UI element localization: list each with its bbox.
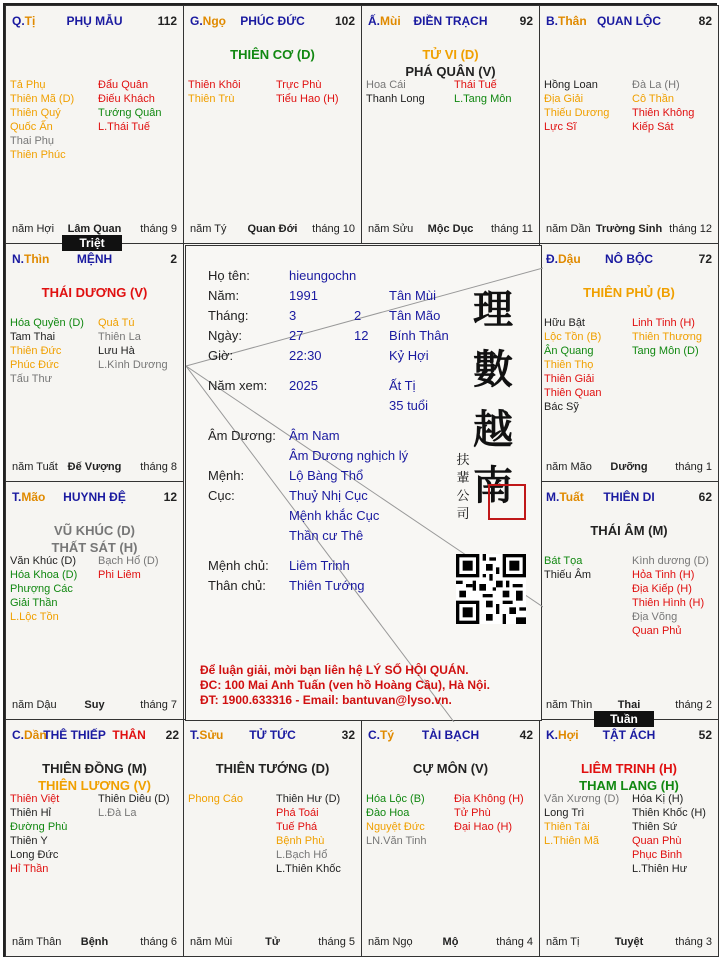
footer-year: năm Dần <box>546 223 591 235</box>
palace-footer <box>546 936 712 950</box>
minor-star: Bạch Hổ (D) <box>98 555 159 567</box>
minor-star: L.Thiên Khốc <box>276 863 341 875</box>
minor-star: Thái Tuế <box>454 79 497 91</box>
footer-stage: Lâm Quan <box>67 223 122 235</box>
label-am-duong: Âm Dương: <box>208 428 276 443</box>
palace-ngo[interactable] <box>183 5 362 244</box>
minor-star: Hoa Cái <box>366 79 406 91</box>
footer-stage: Mộ <box>442 936 459 948</box>
tuan-badge: Tuần <box>594 711 654 727</box>
footer-month: tháng 7 <box>140 699 177 711</box>
value-menh: Lộ Bàng Thổ <box>289 468 364 483</box>
minor-star: Đường Phù <box>10 821 68 833</box>
footer-stage: Đế Vượng <box>67 461 122 473</box>
minor-star: Văn Xương (D) <box>544 793 620 805</box>
palace-footer <box>190 223 355 237</box>
minor-star: Quả Tú <box>98 317 135 329</box>
minor-star: Kình dương (D) <box>632 555 709 567</box>
palace-age: 82 <box>698 14 712 28</box>
qr-code-icon[interactable] <box>456 554 526 624</box>
minor-star: Thai Phụ <box>10 135 55 147</box>
footer-year: năm Thìn <box>546 699 593 711</box>
footer-stage: Bệnh <box>80 936 109 948</box>
main-star: LIÊM TRINH (H) <box>580 761 678 776</box>
footer-month: tháng 8 <box>140 461 177 473</box>
minor-star: Thiên Thọ <box>544 359 594 371</box>
main-star: THIÊN LƯƠNG (V) <box>38 778 151 793</box>
minor-star: Hữu Bật <box>544 317 585 329</box>
palace-can-chi: C.Dần <box>12 728 47 742</box>
contact-line-3[interactable]: ĐT: 1900.633316 - Email: bantuvan@lyso.vn. <box>200 693 452 707</box>
value-cuc-3: Thần cư Thê <box>289 528 364 543</box>
value-gio-can-chi: Kỷ Hợi <box>389 348 429 363</box>
main-star: THÁI ÂM (M) <box>590 523 668 538</box>
footer-year: năm Hợi <box>12 223 55 235</box>
footer-month: tháng 4 <box>496 936 533 948</box>
palace-can-chi: B.Thân <box>546 14 587 28</box>
minor-star: L.Kình Dương <box>98 359 168 371</box>
value-ho-ten: hieungochn <box>289 268 357 283</box>
minor-star: Thiên Phúc <box>10 149 66 161</box>
value-cuc-1: Thuỷ Nhị Cục <box>289 488 368 503</box>
minor-star: Phúc Đức <box>10 359 59 371</box>
palace-than[interactable] <box>539 5 719 244</box>
minor-star: Tam Thai <box>10 331 56 343</box>
minor-star: Hóa Khoa (D) <box>10 569 78 581</box>
calligraphy-char-2: 數 <box>473 346 513 393</box>
contact-info <box>200 663 490 708</box>
footer-year: năm Ngọ <box>368 936 413 948</box>
minor-star: Thanh Long <box>366 93 425 105</box>
minor-star: Thiên Quý <box>10 107 61 119</box>
footer-stage: Trường Sinh <box>595 223 663 235</box>
minor-star: L.Đà La <box>98 807 137 819</box>
footer-month: tháng 10 <box>312 223 355 235</box>
tu-vi-chart-board <box>3 3 717 957</box>
minor-star: L.Thái Tuế <box>98 121 150 133</box>
palace-mao[interactable] <box>5 481 184 720</box>
main-star: THÁI DƯƠNG (V) <box>41 285 148 300</box>
footer-year: năm Mão <box>546 461 592 473</box>
minor-star: L.Thiên Mã <box>544 835 600 847</box>
palace-footer <box>12 699 177 713</box>
footer-month: tháng 11 <box>490 223 533 235</box>
center-info-panel <box>185 245 542 721</box>
minor-star: Cô Thần <box>632 93 674 105</box>
footer-month: tháng 12 <box>669 223 712 235</box>
palace-suu[interactable] <box>183 719 362 957</box>
minor-star: Phong Cáo <box>188 793 244 805</box>
small-seal-text: 扶 輩 公 司 <box>456 453 470 522</box>
minor-star: Bác Sỹ <box>544 401 579 413</box>
minor-star: Tang Môn (D) <box>632 345 699 357</box>
value-tuoi: 35 tuổi <box>389 398 429 413</box>
palace-ty[interactable] <box>361 719 540 957</box>
minor-star: Thiên Quan <box>544 387 602 399</box>
footer-month: tháng 1 <box>675 461 712 473</box>
minor-star: Quốc Ấn <box>10 121 53 133</box>
minor-star: Bát Tọa <box>544 555 583 567</box>
main-star: VŨ KHÚC (D) <box>54 523 135 538</box>
minor-star: Thiên Thương <box>632 331 703 343</box>
palace-thin[interactable] <box>5 243 184 482</box>
value-thang-am: 2 <box>354 308 362 323</box>
minor-star: L.Lộc Tồn <box>10 611 59 623</box>
minor-star: Lưu Hà <box>98 345 135 357</box>
minor-star: Hỉ Thần <box>10 863 49 875</box>
minor-star: Thiên Việt <box>10 793 60 805</box>
minor-star: Địa Giải <box>544 93 584 105</box>
contact-line-2: ĐC: 100 Mai Anh Tuấn (ven hồ Hoàng Cầu), Hà Nội. <box>200 678 491 692</box>
minor-star: Ân Quang <box>544 345 594 357</box>
value-ngay-am: 12 <box>354 328 369 343</box>
palace-can-chi: N.Thìn <box>12 252 50 266</box>
footer-year: năm Mùi <box>190 936 233 948</box>
palace-footer <box>12 936 177 950</box>
palace-can-chi: K.Hợi <box>546 728 579 742</box>
label-nam: Năm: <box>208 288 240 303</box>
minor-star: Đại Hao (H) <box>454 821 513 833</box>
palace-name: ĐIỀN TRẠCH <box>413 14 488 28</box>
value-am-duong-1: Âm Nam <box>289 428 340 443</box>
minor-star: Nguyệt Đức <box>366 821 425 833</box>
main-star: THIÊN TƯỚNG (D) <box>215 761 330 776</box>
palace-can-chi: T.Sửu <box>190 728 224 742</box>
minor-star: Thiên Khốc (H) <box>632 807 706 819</box>
main-star: THIÊN CƠ (D) <box>230 47 315 62</box>
minor-star: Điếu Khách <box>98 93 155 105</box>
palace-name: TỬ TỨC <box>249 728 296 742</box>
label-nam-xem: Năm xem: <box>208 378 268 393</box>
palace-age: 12 <box>163 490 177 504</box>
palace-age: 92 <box>519 14 533 28</box>
minor-star: Đẩu Quân <box>98 79 149 91</box>
minor-star: Hóa Quyền (D) <box>10 317 84 329</box>
palace-footer <box>368 936 533 950</box>
minor-star: Hóa Kị (H) <box>632 793 684 805</box>
minor-star: Thiên Sứ <box>632 821 678 833</box>
palace-name: PHỤ MẪU <box>66 14 123 28</box>
palace-age: 42 <box>519 728 533 742</box>
red-seal-stamp <box>488 484 526 520</box>
palace-ti[interactable] <box>5 5 184 244</box>
footer-stage: Thai <box>617 699 641 711</box>
minor-star: Hỏa Tinh (H) <box>632 569 695 581</box>
value-thang-can-chi: Tân Mão <box>389 308 441 323</box>
main-star: THẤT SÁT (H) <box>51 540 138 555</box>
palace-name: HUYNH ĐỆ <box>63 490 126 504</box>
palace-name: QUAN LỘC <box>597 14 661 28</box>
minor-star: Thiên Trù <box>188 93 235 105</box>
main-star: THIÊN PHỦ (B) <box>583 285 675 300</box>
minor-star: Thiên Hư (D) <box>276 793 341 805</box>
palace-footer <box>546 461 712 475</box>
minor-star: Trực Phù <box>276 79 322 91</box>
palace-age: 112 <box>157 14 177 28</box>
minor-star: Thiên La <box>98 331 141 343</box>
palace-footer <box>12 461 177 475</box>
palace-can-chi: Q.Tị <box>12 14 36 28</box>
palace-name: TÀI BẠCH <box>421 728 480 742</box>
minor-star: Phi Liêm <box>98 569 141 581</box>
minor-star: Thiên Không <box>632 107 695 119</box>
main-star: THAM LANG (H) <box>579 778 679 793</box>
minor-star: Lực Sĩ <box>544 121 577 133</box>
minor-star: Thiên Tài <box>544 821 590 833</box>
main-star: TỬ VI (D) <box>422 47 479 62</box>
minor-star: Địa Không (H) <box>454 793 524 805</box>
minor-star: Quan Phủ <box>632 625 682 637</box>
minor-star: Tướng Quân <box>98 107 162 119</box>
minor-star: Thiếu Âm <box>544 569 592 581</box>
footer-stage: Mộc Dục <box>427 223 474 235</box>
footer-stage: Suy <box>84 699 105 711</box>
palace-name: MỆNH <box>76 252 113 266</box>
footer-month: tháng 2 <box>675 699 712 711</box>
minor-star: Lộc Tồn (B) <box>544 331 602 343</box>
palace-name: PHÚC ĐỨC <box>240 14 305 28</box>
triet-badge: Triệt <box>62 235 122 251</box>
footer-month: tháng 9 <box>140 223 177 235</box>
minor-star: Long Đức <box>10 849 59 861</box>
value-cuc-2: Mệnh khắc Cục <box>289 508 380 523</box>
label-menh: Mệnh: <box>208 468 245 483</box>
minor-star: Long Trì <box>544 807 585 819</box>
footer-year: năm Dậu <box>12 699 57 711</box>
minor-star: Địa Võng <box>632 611 678 623</box>
value-thang: 3 <box>289 308 297 323</box>
label-menh-chu: Mệnh chủ: <box>208 558 269 573</box>
footer-stage: Dưỡng <box>610 461 648 473</box>
footer-year: năm Thân <box>12 936 62 948</box>
palace-can-chi: G.Ngọ <box>190 14 226 28</box>
value-nam-xem-can-chi: Ất Tị <box>389 378 416 393</box>
footer-year: năm Tị <box>546 936 580 948</box>
palace-age: 62 <box>698 490 712 504</box>
label-than-chu: Thân chủ: <box>208 578 266 593</box>
minor-star: Thiên Đức <box>10 345 62 357</box>
value-ngay: 27 <box>289 328 304 343</box>
palace-footer <box>546 223 712 237</box>
footer-year: năm Sửu <box>368 223 414 235</box>
contact-line-1: Để luận giải, mời bạn liên hệ LÝ SỐ HỘI QUÁN. <box>200 663 469 677</box>
footer-month: tháng 3 <box>675 936 712 948</box>
minor-star: Đà La (H) <box>632 79 680 91</box>
value-than-chu: Thiên Tướng <box>289 578 365 593</box>
label-ho-ten: Họ tên: <box>208 268 250 283</box>
value-am-duong-2: Âm Dương nghịch lý <box>289 448 409 463</box>
minor-star: Linh Tinh (H) <box>632 317 695 329</box>
palace-name: NÔ BỘC <box>605 252 653 266</box>
minor-star: Địa Kiếp (H) <box>632 583 692 595</box>
minor-star: Thiên Giải <box>544 373 595 385</box>
footer-stage: Tử <box>265 936 280 948</box>
value-nam-can-chi: Tân Mùi <box>389 288 436 303</box>
minor-star: L.Tang Môn <box>454 93 512 105</box>
minor-star: Phá Toái <box>276 807 319 819</box>
minor-star: Hóa Lộc (B) <box>366 793 425 805</box>
palace-dan[interactable] <box>5 719 184 957</box>
main-star: THIÊN ĐỒNG (M) <box>42 761 147 776</box>
minor-star: Thiên Hỉ <box>10 807 51 819</box>
label-cuc: Cục: <box>208 488 235 503</box>
footer-month: tháng 5 <box>318 936 355 948</box>
palace-age: 22 <box>165 728 179 742</box>
footer-year: năm Tuất <box>12 461 58 473</box>
minor-star: Thiên Mã (D) <box>10 93 75 105</box>
palace-mui[interactable] <box>361 5 540 244</box>
footer-year: năm Tý <box>190 223 227 235</box>
minor-star: Tả Phụ <box>10 79 46 91</box>
calligraphy-char-4: 南 <box>473 462 513 509</box>
footer-month: tháng 6 <box>140 936 177 948</box>
minor-star: Thiên Diêu (D) <box>98 793 170 805</box>
footer-stage: Quan Đới <box>247 223 298 235</box>
minor-star: L.Bạch Hổ <box>276 849 328 861</box>
minor-star: Quan Phù <box>632 835 682 847</box>
value-ngay-can-chi: Bính Thân <box>389 328 449 343</box>
minor-star: Văn Khúc (D) <box>10 555 77 567</box>
calligraphy-char-3: 越 <box>473 406 513 453</box>
palace-age: 32 <box>341 728 355 742</box>
minor-star: Kiếp Sát <box>632 121 674 133</box>
palace-footer <box>368 223 533 237</box>
minor-star: Bệnh Phù <box>276 835 325 847</box>
minor-star: Tử Phù <box>454 807 491 819</box>
minor-star: L.Thiên Hư <box>632 863 688 875</box>
palace-age: 2 <box>170 252 177 266</box>
value-nam-xem: 2025 <box>289 378 318 393</box>
minor-star: Tấu Thư <box>10 373 53 385</box>
minor-star: Thiên Khôi <box>188 79 241 91</box>
minor-star: Đào Hoa <box>366 807 410 819</box>
value-menh-chu: Liêm Trinh <box>289 558 350 573</box>
palace-age: 72 <box>698 252 712 266</box>
palace-can-chi: M.Tuất <box>546 490 584 504</box>
label-ngay: Ngày: <box>208 328 242 343</box>
label-gio: Giờ: <box>208 348 234 363</box>
palace-tuat[interactable] <box>539 481 719 720</box>
palace-name: TẬT ÁCH <box>602 728 656 742</box>
value-nam: 1991 <box>289 288 318 303</box>
minor-star: Thiên Hình (H) <box>632 597 705 609</box>
palace-can-chi: C.Tý <box>368 728 395 742</box>
palace-footer <box>190 936 355 950</box>
palace-dau[interactable] <box>539 243 719 482</box>
than-marker: THÂN <box>112 728 146 742</box>
palace-age: 52 <box>698 728 712 742</box>
value-gio: 22:30 <box>289 348 322 363</box>
calligraphy-char-1: 理 <box>473 286 513 333</box>
minor-star: Hồng Loan <box>544 79 598 91</box>
minor-star: Giải Thần <box>10 597 58 609</box>
main-star: CỰ MÔN (V) <box>412 761 489 776</box>
minor-star: Thiên Y <box>10 835 48 847</box>
minor-star: Thiếu Dương <box>544 107 610 119</box>
label-thang: Tháng: <box>208 308 249 323</box>
palace-can-chi: Ấ.Mùi <box>368 14 401 28</box>
palace-can-chi: Đ.Dậu <box>546 252 581 266</box>
minor-star: Tiểu Hao (H) <box>276 93 339 105</box>
minor-star: LN.Văn Tinh <box>366 835 427 847</box>
minor-star: Phục Binh <box>632 849 683 861</box>
minor-star: Tuế Phá <box>276 821 318 833</box>
palace-name: THIÊN DI <box>603 490 655 504</box>
palace-hoi[interactable] <box>539 719 719 957</box>
footer-stage: Tuyệt <box>614 936 644 948</box>
palace-age: 102 <box>334 14 355 28</box>
minor-star: Phượng Các <box>10 583 73 595</box>
palace-can-chi: T.Mão <box>12 490 46 504</box>
main-star: PHÁ QUÂN (V) <box>405 64 496 79</box>
palace-name: THÊ THIẾP THÂN <box>43 728 146 742</box>
